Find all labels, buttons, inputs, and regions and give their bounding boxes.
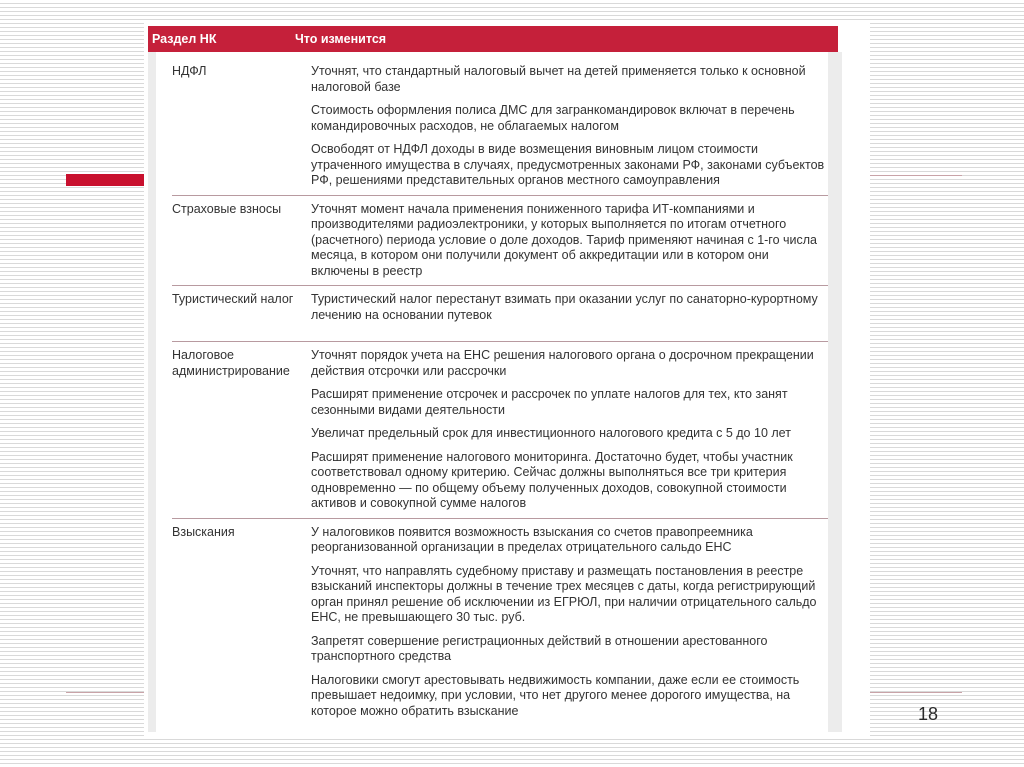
- section-name: Налоговое администрирование: [172, 348, 290, 378]
- table-row: [172, 341, 828, 518]
- sheet-shadow: [148, 52, 156, 732]
- section-name: Взыскания: [172, 524, 235, 539]
- changes-table: [172, 58, 828, 725]
- change-item: Запретят совершение регистрационных действий в отношении арестованного транспортного средства: [311, 633, 768, 663]
- table-row: [172, 58, 828, 195]
- change-item: Налоговики смогут арестовывать недвижимость компании, даже если ее стоимость превышает недоимку, при условии, что нет другого менее дорогого имущества, на которое можно обратить взыскание: [311, 672, 800, 718]
- table-row: [172, 195, 828, 286]
- table-row: [172, 285, 828, 341]
- slide-number: 18: [918, 704, 939, 724]
- change-item: Уточнят момент начала применения пониженного тарифа ИТ-компаниями и производителями радиоэлектроники, у которых выполняется по итогам отчетного (расчетного) периода условие о доле доходов. Тариф применяют начиная с 1-го числа месяца, в котором они получили документ об аккредитации или в котором они включены в реестр: [311, 201, 818, 278]
- table-header: [148, 26, 838, 52]
- change-item: Уточнят, что направлять судебному приставу и размещать постановления в реестре взысканий инспекторы должны в течение трех месяцев с даты, когда регистрирующий орган принял решение об исключении из ЕГРЮЛ, при наличии отрицательного сальдо ЕНС, не превышающего 30 тыс. руб.: [311, 563, 817, 624]
- change-item: Увеличат предельный срок для инвестиционного налогового кредита с 5 до 10 лет: [311, 426, 791, 440]
- section-name: НДФЛ: [172, 64, 207, 78]
- change-item: Расширят применение отсрочек и рассрочек по уплате налогов для тех, кто занят сезонными видами деятельности: [311, 387, 788, 417]
- change-item: Туристический налог перестанут взимать при оказании услуг по санаторно-курортному лечению на основании путевок: [311, 292, 818, 322]
- change-item: Стоимость оформления полиса ДМС для загранкомандировок включат в перечень командировочных расходов, не облагаемых налогом: [311, 103, 795, 133]
- change-item: Освободят от НДФЛ доходы в виде возмещения виновным лицом стоимости утраченного имущества в случаях, предусмотренных законами РФ, законами субъектов РФ, решениями представительных органов местного самоуправления: [311, 142, 825, 187]
- section-name: Страховые взносы: [172, 201, 282, 216]
- section-name: Туристический налог: [172, 292, 294, 306]
- header-changes: Что изменится: [295, 32, 387, 46]
- change-item: Расширят применение налогового мониторинга. Достаточно будет, чтобы участник соответствовал одному критерию. Сейчас должны выполняться все три критерия одновременно — по общему объему полученных доходов, совокупной стоимости активов и совокупной сумме налогов: [311, 449, 793, 510]
- accent-bar: [66, 174, 148, 186]
- table-row: [172, 518, 828, 726]
- sheet-shadow: [828, 52, 842, 732]
- header-section: Раздел НК: [152, 32, 217, 46]
- change-item: Уточнят порядок учета на ЕНС решения налогового органа о досрочном прекращении действия отсрочки или рассрочки: [311, 348, 814, 378]
- change-item: Уточнят, что стандартный налоговый вычет на детей применяется только к основной налоговой базе: [311, 64, 806, 94]
- table-image: [144, 20, 870, 736]
- divider-line: [66, 692, 148, 693]
- change-item: У налоговиков появится возможность взыскания со счетов правопреемника реорганизованной организации в пределах отрицательного сальдо ЕНС: [311, 524, 753, 554]
